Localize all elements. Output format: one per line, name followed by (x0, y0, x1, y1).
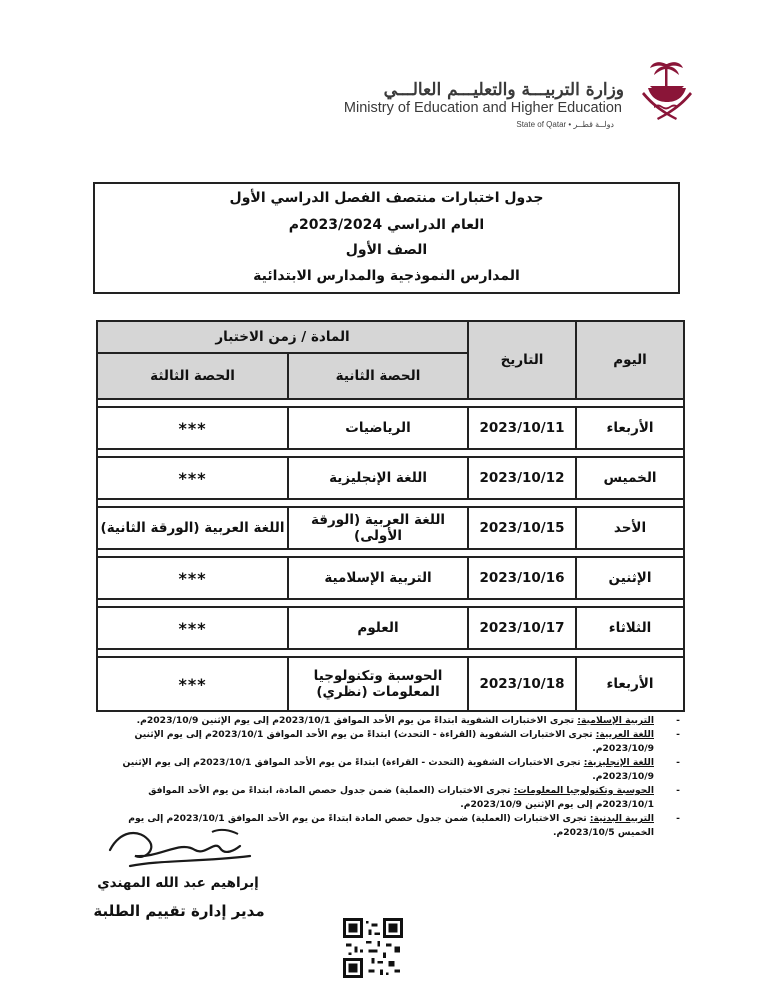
academic-year: العام الدراسي 2023/2024م (288, 217, 485, 233)
cell-period-3: *** (97, 407, 288, 449)
cell-period-2: الرياضيات (288, 407, 468, 449)
cell-period-3: *** (97, 557, 288, 599)
table-header-row (97, 321, 684, 353)
note-subject: التربية البدنية: (589, 813, 654, 824)
exam-schedule-table (96, 320, 685, 712)
cell-day: الثلاثاء (576, 607, 684, 649)
cell-date: 2023/10/18 (468, 657, 576, 711)
header-date: التاريخ (468, 321, 576, 399)
grade-label: الصف الأول (345, 242, 428, 258)
cell-period-3: *** (97, 607, 288, 649)
note-text: تجرى الاختبارات الشفوية (التحدث - القراءة) ابتداءً من يوم الأحد الموافق 2023/10/1م إلى يوم الإثنين 2023/10/9م. (122, 757, 654, 782)
schools-label: المدارس النموذجية والمدارس الابتدائية (253, 268, 520, 284)
ministry-name-arabic: وزارة التربيـــة والتعليـــم العالـــي (383, 80, 624, 100)
row-spacer (97, 449, 684, 457)
cell-day: الأربعاء (576, 407, 684, 449)
table-row (97, 607, 684, 649)
row-spacer (97, 599, 684, 607)
note-subject: الحوسبة وتكنولوجيا المعلومات: (513, 785, 654, 796)
row-spacer (97, 549, 684, 557)
header-subject-time: المادة / زمن الاختبار (97, 321, 468, 353)
cell-period-3: *** (97, 657, 288, 711)
note-item (100, 728, 680, 756)
note-bullet: - (676, 715, 680, 726)
title-box (93, 182, 680, 294)
table-row (97, 407, 684, 449)
note-bullet: - (676, 813, 680, 824)
note-text: تجرى الاختبارات الشفوية ابتداءً من يوم الأحد الموافق 2023/10/1م إلى يوم الإثنين 2023/10/9م. (136, 715, 578, 726)
schedule-title: جدول اختبارات منتصف الفصل الدراسي الأول (229, 190, 544, 206)
signer-name: إبراهيم عبد الله المهندي (97, 875, 259, 891)
note-bullet: - (676, 757, 680, 768)
ministry-name-english: Ministry of Education and Higher Education (343, 100, 622, 116)
cell-period-2: اللغة العربية (الورقة الأولى) (288, 507, 468, 549)
cell-day: الإثنين (576, 557, 684, 599)
cell-period-3: *** (97, 457, 288, 499)
note-item (100, 714, 680, 728)
note-bullet: - (676, 785, 680, 796)
note-text: تجرى الاختبارات (العملية) ضمن جدول حصص المادة ابتداءً من يوم الأحد الموافق 2023/10/1م إلى يوم الخميس 2023/10/5م. (128, 813, 654, 838)
cell-period-2: التربية الإسلامية (288, 557, 468, 599)
table-row (97, 557, 684, 599)
note-bullet: - (676, 729, 680, 740)
note-subject: اللغة العربية: (595, 729, 654, 740)
cell-date: 2023/10/17 (468, 607, 576, 649)
table-row (97, 507, 684, 549)
table-row (97, 657, 684, 711)
note-item (100, 756, 680, 784)
cell-day: الأربعاء (576, 657, 684, 711)
state-label: State of Qatar • دولــة قطــر (516, 120, 614, 129)
row-spacer (97, 649, 684, 657)
cell-day: الأحد (576, 507, 684, 549)
signer-title: مدير إدارة تقييم الطلبة (93, 902, 265, 920)
cell-period-2: العلوم (288, 607, 468, 649)
cell-period-2: اللغة الإنجليزية (288, 457, 468, 499)
table-row (97, 457, 684, 499)
ministry-logo-icon (636, 58, 698, 128)
handwritten-signature (100, 820, 260, 880)
row-spacer (97, 399, 684, 407)
cell-period-2: الحوسبة وتكنولوجيا المعلومات (نظري) (288, 657, 468, 711)
cell-period-3: اللغة العربية (الورقة الثانية) (97, 507, 288, 549)
header-day: اليوم (576, 321, 684, 399)
cell-date: 2023/10/12 (468, 457, 576, 499)
cell-date: 2023/10/11 (468, 407, 576, 449)
note-subject: التربية الإسلامية: (577, 715, 654, 726)
cell-day: الخميس (576, 457, 684, 499)
cell-date: 2023/10/15 (468, 507, 576, 549)
header-period-3: الحصة الثالثة (97, 353, 288, 399)
note-text: تجرى الاختبارات (العملية) ضمن جدول حصص المادة، ابتداءً من يوم الأحد الموافق 2023/10/1م إلى يوم الإثنين 2023/10/9م. (148, 785, 654, 810)
note-item (100, 784, 680, 812)
note-text: تجرى الاختبارات الشفوية (القراءة - التحدث) ابتداءً من يوم الأحد الموافق 2023/10/1م إلى يوم الإثنين 2023/10/9م. (134, 729, 654, 754)
header-period-2: الحصة الثانية (288, 353, 468, 399)
row-spacer (97, 499, 684, 507)
cell-date: 2023/10/16 (468, 557, 576, 599)
note-subject: اللغة الإنجليزية: (583, 757, 654, 768)
qr-code-icon (343, 918, 403, 978)
